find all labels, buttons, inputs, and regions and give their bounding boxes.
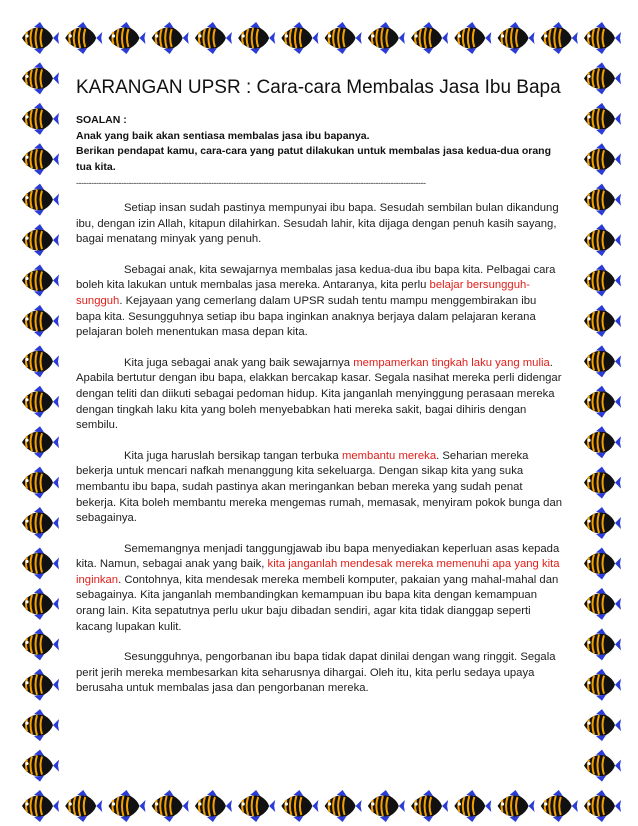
highlighted-phrase: belajar bersungguh-sungguh bbox=[76, 279, 531, 307]
fish-icon bbox=[22, 507, 59, 539]
fish-icon bbox=[584, 184, 621, 216]
fish-icon bbox=[22, 345, 59, 377]
fish-icon bbox=[195, 790, 232, 822]
fish-icon bbox=[22, 588, 59, 620]
question-block bbox=[76, 113, 564, 175]
paragraph-text: . Seharian mereka bekerja untuk mencari nafkah menanggung kita sekeluarga. Dengan sikap kita yang suka membantu ibu bapa, sudah pastinya akan meringankan beban mereka yang sudah penat bekerja. Kita boleh membantu mereka mengemas rumah, memasak, menyiram pokok bunga dan sebagainya. bbox=[76, 449, 563, 525]
fish-icon bbox=[411, 790, 448, 822]
fish-icon bbox=[22, 467, 59, 499]
divider-line: -------------------------------------------------------------------------------------------------------------------------------------------- bbox=[76, 178, 426, 188]
question-label: SOALAN : bbox=[76, 114, 127, 126]
fish-icon bbox=[584, 467, 621, 499]
fish-icon bbox=[108, 790, 145, 822]
fish-icon bbox=[541, 790, 578, 822]
fish-icon bbox=[195, 22, 232, 54]
fish-icon bbox=[108, 22, 145, 54]
paragraph-text: Sebagai anak, kita sewajarnya membalas jasa kedua-dua ibu bapa kita. Pelbagai cara boleh kita lakukan untuk membalas jasa mereka. Antaranya, kita perlu bbox=[76, 263, 556, 292]
question-line-2: Berikan pendapat kamu, cara-cara yang patut dilakukan untuk membalas jasa kedua-dua orang tua kita. bbox=[76, 145, 551, 173]
highlighted-phrase: membantu mereka bbox=[341, 449, 437, 462]
fish-icon bbox=[22, 103, 59, 135]
fish-icon bbox=[584, 224, 621, 256]
fish-icon bbox=[498, 22, 535, 54]
fish-icon bbox=[584, 790, 621, 822]
fish-icon bbox=[152, 790, 189, 822]
paragraph-text: Kita juga haruslah bersikap tangan terbuka bbox=[124, 449, 342, 462]
fish-icon bbox=[22, 750, 59, 782]
paragraph-text: . Apabila bertutur dengan ibu bapa, elakkan bercakap kasar. Segala nasihat mereka perli didengar dengan teliti dan diikuti sebagai pedoman hidup. Kita janganlah menyinggung perasaan mereka dengan tingkah laku kita yang boleh menyebabkan hati mereka sakit, bagai dihiris dengan sembilu. bbox=[76, 356, 562, 432]
fish-icon bbox=[584, 588, 621, 620]
fish-icon bbox=[325, 22, 362, 54]
paragraph-text: Sememangnya menjadi tanggungjawab ibu bapa menyediakan keperluan asas kepada kita. Namun, sebagai anak yang baik, bbox=[76, 542, 560, 571]
highlighted-phrase: kita janganlah mendesak mereka memenuhi apa yang kita inginkan bbox=[76, 558, 560, 586]
essay-paragraph bbox=[76, 542, 564, 636]
fish-icon bbox=[541, 22, 578, 54]
fish-icon bbox=[22, 790, 59, 822]
fish-icon bbox=[584, 669, 621, 701]
fish-icon bbox=[584, 628, 621, 660]
paragraph-text: . Kejayaan yang cemerlang dalam UPSR sudah tentu mampu menggembirakan ibu bapa kita. Sesungguhnya setiap ibu bapa inginkan anaknya berjaya dalam pelajaran kerana pelajaran boleh menentukan masa depan kita. bbox=[76, 294, 537, 339]
fish-icon bbox=[584, 22, 621, 54]
fish-icon bbox=[281, 22, 318, 54]
highlighted-phrase: mempamerkan tingkah laku yang mulia bbox=[353, 356, 550, 369]
fish-icon bbox=[22, 386, 59, 418]
fish-icon bbox=[584, 62, 621, 94]
fish-icon bbox=[22, 305, 59, 337]
essay-paragraph bbox=[76, 356, 564, 434]
essay-paragraph bbox=[76, 650, 564, 697]
fish-icon bbox=[238, 790, 275, 822]
essay-paragraph bbox=[76, 201, 564, 248]
fish-icon bbox=[281, 790, 318, 822]
question-line-1: Anak yang baik akan sentiasa membalas jasa ibu bapanya. bbox=[76, 129, 370, 142]
fish-icon bbox=[238, 22, 275, 54]
fish-icon bbox=[584, 709, 621, 741]
fish-icon bbox=[325, 790, 362, 822]
fish-icon bbox=[584, 103, 621, 135]
document-content bbox=[76, 76, 564, 712]
fish-icon bbox=[22, 184, 59, 216]
fish-icon bbox=[584, 345, 621, 377]
fish-icon bbox=[584, 143, 621, 175]
fish-icon bbox=[584, 265, 621, 297]
essay-body bbox=[76, 201, 564, 697]
fish-icon bbox=[22, 143, 59, 175]
fish-icon bbox=[584, 426, 621, 458]
fish-icon bbox=[584, 507, 621, 539]
fish-icon bbox=[65, 790, 102, 822]
fish-icon bbox=[22, 669, 59, 701]
fish-icon bbox=[498, 790, 535, 822]
fish-icon bbox=[22, 547, 59, 579]
fish-icon bbox=[584, 386, 621, 418]
fish-icon bbox=[22, 224, 59, 256]
paragraph-text: Setiap insan sudah pastinya mempunyai ibu bapa. Sesudah sembilan bulan dikandung ibu, dengan izin Allah, kitapun dilahirkan. Sesudah lahir, kita dijaga dengan penuh kasih sayang, bagai menatang minyak yang penuh. bbox=[76, 202, 559, 246]
fish-icon bbox=[22, 426, 59, 458]
fish-icon bbox=[22, 62, 59, 94]
fish-icon bbox=[584, 750, 621, 782]
fish-icon bbox=[584, 305, 621, 337]
fish-icon bbox=[22, 22, 59, 54]
essay-paragraph bbox=[76, 449, 564, 527]
fish-icon bbox=[22, 628, 59, 660]
fish-icon bbox=[584, 547, 621, 579]
fish-icon bbox=[22, 709, 59, 741]
fish-icon bbox=[411, 22, 448, 54]
paragraph-text: Kita juga sebagai anak yang baik sewajarnya bbox=[124, 356, 354, 369]
fish-icon bbox=[65, 22, 102, 54]
fish-icon bbox=[368, 22, 405, 54]
fish-icon bbox=[368, 790, 405, 822]
fish-icon bbox=[454, 22, 491, 54]
fish-icon bbox=[454, 790, 491, 822]
essay-paragraph bbox=[76, 263, 564, 341]
fish-icon bbox=[152, 22, 189, 54]
page-title: KARANGAN UPSR : Cara-cara Membalas Jasa Ibu Bapa bbox=[76, 77, 561, 98]
paragraph-text: Sesungguhnya, pengorbanan ibu bapa tidak dapat dinilai dengan wang ringgit. Segala perit jerih mereka membesarkan kita seharusnya dihargai. Oleh itu, kita perlu sedaya upaya berusaha untuk membalas jasa dan pengorbanan mereka. bbox=[76, 651, 556, 695]
paragraph-text: . Contohnya, kita mendesak mereka membeli komputer, pakaian yang mahal-mahal dan sebagainya. Kita janganlah membandingkan kemampuan ibu bapa kita dengan kemampuan orang lain. Kita sepatutnya perlu ukur baju dibadan sendiri, agar kita tidak dianggap seperti kacang lupakan kulit. bbox=[76, 573, 559, 633]
fish-icon bbox=[22, 265, 59, 297]
